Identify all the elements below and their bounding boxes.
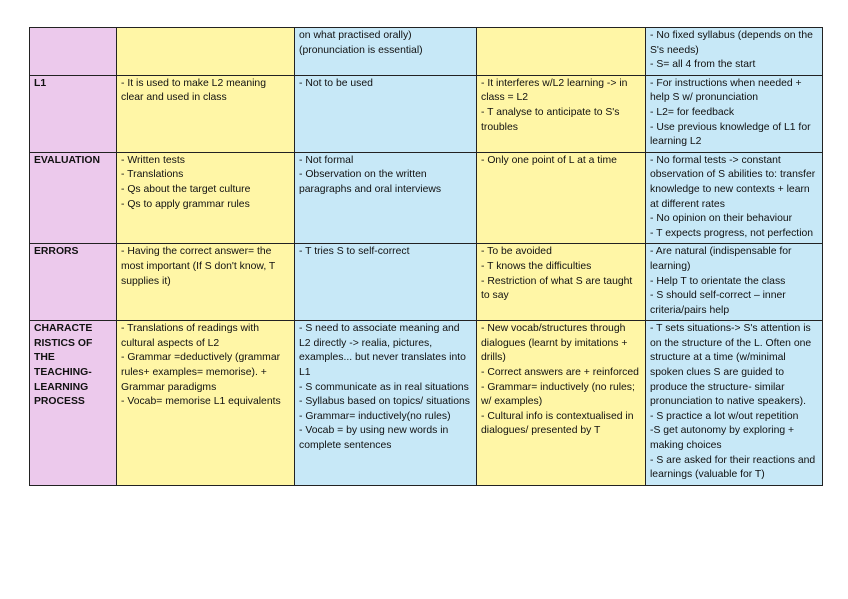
table-cell xyxy=(477,28,646,76)
cell-line: - Cultural info is contextualised in dialogues/ presented by T xyxy=(481,410,637,437)
cell-line: - Correct answers are + reinforced xyxy=(481,367,639,379)
cell-line: - S communicate as in real situations xyxy=(299,381,469,393)
cell-line: - S= all 4 from the start xyxy=(650,59,756,71)
table-cell xyxy=(295,75,477,152)
cell-line: - No opinion on their behaviour xyxy=(650,213,793,225)
cell-line: - Observation on the written paragraphs and oral interviews xyxy=(299,169,442,195)
cell-line: - Not to be used xyxy=(299,77,373,89)
table-row xyxy=(30,28,823,76)
cell-line: - T knows the difficulties xyxy=(481,260,592,272)
cell-line: - T tries S to self-correct xyxy=(299,246,410,258)
cell-line: - L2= for feedback xyxy=(650,106,735,118)
cell-line: - Use previous knowledge of L1 for learning L2 xyxy=(650,121,814,148)
table-cell xyxy=(117,321,295,486)
row-label: L1 xyxy=(30,75,117,152)
cell-line: - Having the correct answer= the most important (If S don't know, T supplies it) xyxy=(121,246,278,287)
table-cell xyxy=(646,321,823,486)
cell-line: - Help T to orientate the class xyxy=(650,275,786,287)
table-cell xyxy=(295,321,477,486)
cell-line: - Grammar= inductively (no rules; w/ examples) xyxy=(481,381,638,408)
cell-line: - It interferes w/L2 learning -> in class = L2 xyxy=(481,77,631,104)
cell-line: - Vocab = by using new words in complete sentences xyxy=(299,425,452,452)
cell-line: - T expects progress, not perfection xyxy=(650,227,814,239)
table-cell xyxy=(646,244,823,321)
cell-line: - T sets situations-> S's attention is on the structure of the L. Often one structure at a time (w/minimal spoken clues S are guided to produce the structure- similar pronunciation to native speakers). xyxy=(650,323,815,408)
cell-line: - Translations xyxy=(121,169,184,181)
cell-line: - Vocab= memorise L1 equivalents xyxy=(121,396,281,408)
table-cell xyxy=(477,75,646,152)
cell-line: - Are natural (indispensable for learning) xyxy=(650,246,795,272)
methods-comparison-table xyxy=(29,27,823,486)
row-label: CHARACTE RISTICS OF THE TEACHING-LEARNING PROCESS xyxy=(30,321,117,486)
cell-line: - No formal tests -> constant observation of S abilities to: transfer knowledge to new contexts + learn at different rates xyxy=(650,154,819,210)
cell-line: - Grammar =deductively (grammar rules+ examples= memorise). + Grammar paradigms xyxy=(121,352,283,393)
table-cell xyxy=(646,75,823,152)
row-label: EVALUATION xyxy=(30,152,117,244)
table-row xyxy=(30,152,823,244)
cell-line: - Restriction of what S are taught to say xyxy=(481,275,636,302)
cell-line: - Only one point of L at a time xyxy=(481,154,617,166)
table-cell xyxy=(117,75,295,152)
cell-line: - New vocab/structures through dialogues (learnt by imitations + drills) xyxy=(481,323,631,364)
table-cell xyxy=(295,244,477,321)
cell-line: - Translations of readings with cultural aspects of L2 xyxy=(121,323,262,349)
row-label: ERRORS xyxy=(30,244,117,321)
cell-line: (pronunciation is essential) xyxy=(299,44,423,56)
cell-line: - No fixed syllabus (depends on the S's needs) xyxy=(650,30,816,56)
cell-line: - S need to associate meaning and L2 directly -> realia, pictures, examples... but never translates into L1 xyxy=(299,323,469,379)
table-cell xyxy=(117,152,295,244)
cell-line: - Syllabus based on topics/ situations xyxy=(299,396,470,408)
cell-line: - Grammar= inductively(no rules) xyxy=(299,410,451,422)
cell-line: - T analyse to anticipate to S's troubles xyxy=(481,106,623,133)
cell-line: - Not formal xyxy=(299,154,354,166)
cell-line: - It is used to make L2 meaning clear and used in class xyxy=(121,77,269,104)
table-cell xyxy=(477,321,646,486)
table-cell xyxy=(646,152,823,244)
table-cell xyxy=(477,244,646,321)
cell-line: - Written tests xyxy=(121,154,185,166)
table-cell xyxy=(477,152,646,244)
table-cell xyxy=(117,244,295,321)
cell-line: - To be avoided xyxy=(481,246,552,258)
table-row xyxy=(30,321,823,486)
row-label xyxy=(30,28,117,76)
table-cell xyxy=(646,28,823,76)
cell-line: - S should self-correct – inner criteria/pairs help xyxy=(650,290,789,316)
cell-line: - Qs to apply grammar rules xyxy=(121,198,250,210)
table-cell xyxy=(295,28,477,76)
cell-line: - Qs about the target culture xyxy=(121,183,251,195)
table-cell xyxy=(295,152,477,244)
cell-line: -S get autonomy by exploring + making choices xyxy=(650,425,797,452)
cell-line: - S are asked for their reactions and learnings (valuable for T) xyxy=(650,454,819,481)
cell-line: - For instructions when needed + help S w/ pronunciation xyxy=(650,77,805,104)
cell-line: - S practice a lot w/out repetition xyxy=(650,410,799,422)
table-row xyxy=(30,75,823,152)
table-cell xyxy=(117,28,295,76)
cell-line: on what practised orally) xyxy=(299,30,412,41)
table-row xyxy=(30,244,823,321)
